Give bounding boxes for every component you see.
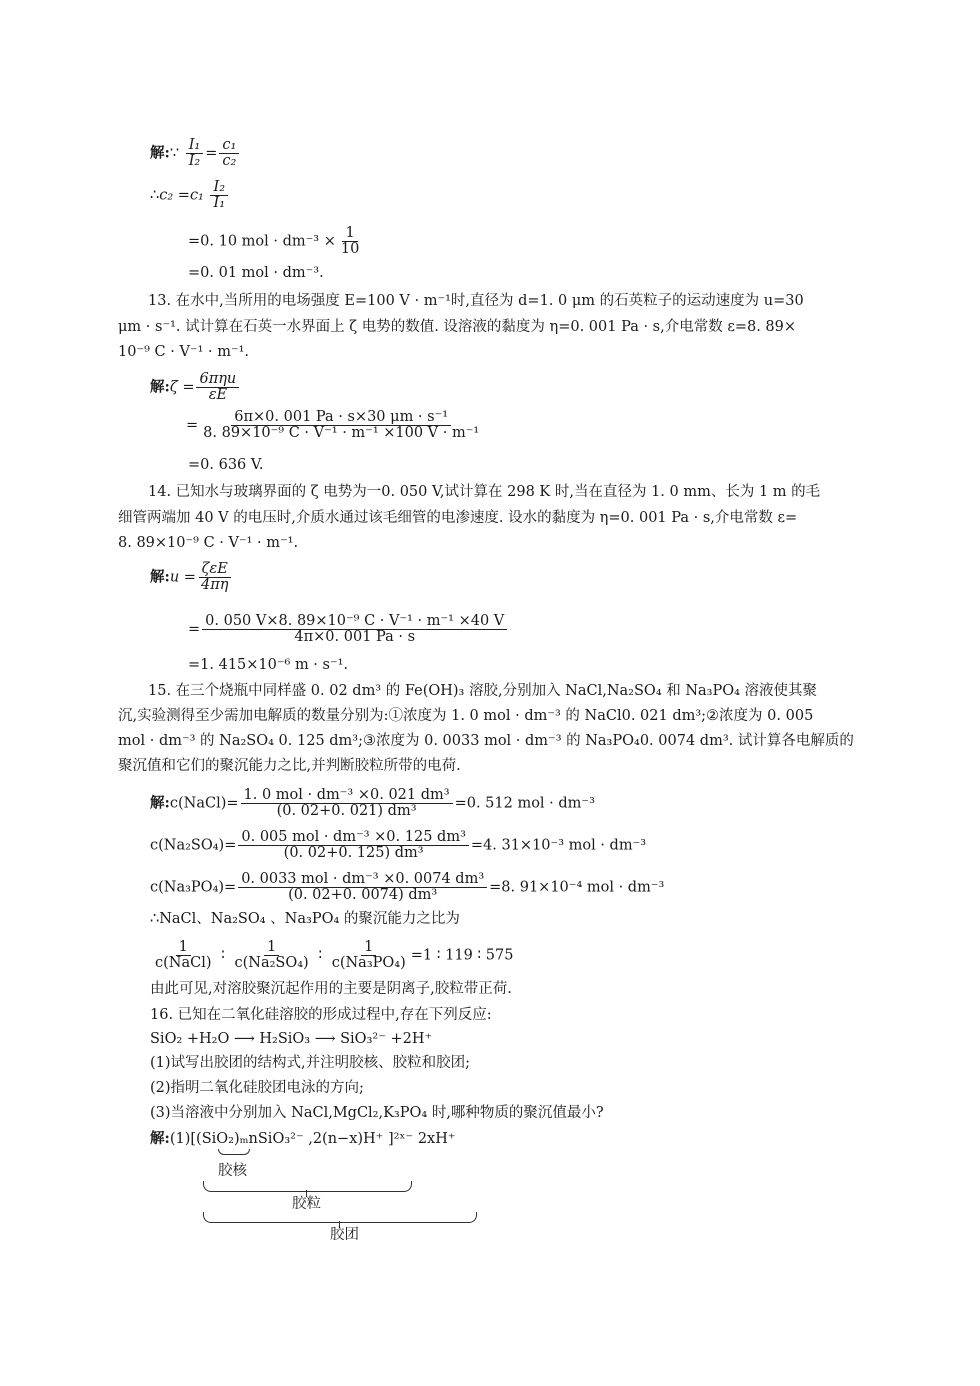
because-symbol: ∵ xyxy=(169,145,180,162)
solution-label: 解: xyxy=(150,144,170,162)
q16-part2: (2)指明二氧化硅胶团电泳的方向; xyxy=(150,1080,364,1096)
q13-calc: = $\frac{\text{6π×0. 001 Pa · s×30 μm · s⁻¹}}{\text{8. 89×10⁻⁹ C · V⁻¹ · m⁻¹ ×100 V · m⁻¹}}$ xyxy=(186,410,484,441)
q12-solution-line1: 解:∵ $\frac{\text{I₁}}{\text{I₂}}$ = $\frac{\text{c₁}}{\text{c₂}}$ xyxy=(150,138,241,169)
q13-result: =0. 636 V. xyxy=(188,457,264,473)
q15-line4: 聚沉值和它们的聚沉能力之比,并判断胶粒所带的电荷. xyxy=(118,758,461,774)
q14-line3: 8. 89×10⁻⁹ C · V⁻¹ · m⁻¹. xyxy=(118,535,299,551)
fraction-i2-i1: $\frac{\text{I₂}}{\text{I₁}}$ xyxy=(210,180,228,211)
solution-label: 解: xyxy=(150,568,170,586)
q12-solution-line2: ∴c₂ =c₁ $\frac{\text{I₂}}{\text{I₁}}$ xyxy=(150,180,230,211)
q16-reaction: SiO₂ +H₂O ⟶ H₂SiO₃ ⟶ SiO₃²⁻ +2H⁺ xyxy=(150,1031,433,1047)
label-core: 胶核 xyxy=(218,1163,247,1179)
q14-title: 14. 已知水与玻璃界面的 ζ 电势为一0. 050 V,试计算在 298 K 时,当在直径为 1. 0 mm、长为 1 m 的毛 xyxy=(148,484,821,500)
q16-solution-formula: 解:(1)[(SiO₂)ₘnSiO₃²⁻ ,2(n−x)H⁺ ]²ˣ⁻ 2xH⁺ xyxy=(150,1130,456,1147)
q14-result: =1. 415×10⁻⁶ m · s⁻¹. xyxy=(188,657,349,673)
q13-line3: 10⁻⁹ C · V⁻¹ · m⁻¹. xyxy=(118,344,250,360)
u-fraction: $\frac{\text{ζεE}}{4\pi\eta}$ xyxy=(198,562,231,593)
q13-formula: 解:ζ = $\frac{\text{6πηu}}{\varepsilon E}$ xyxy=(150,372,241,403)
q16-title: 16. 已知在二氧化硅溶胶的形成过程中,存在下列反应: xyxy=(150,1007,492,1023)
q13-title: 13. 在水中,当所用的电场强度 E=100 V · m⁻¹时,直径为 d=1. 0 μm 的石英粒子的运动速度为 u=30 xyxy=(148,293,804,309)
solution-label: 解: xyxy=(150,378,170,396)
q15-line2: 沉,实验测得至少需加电解质的数量分别为:①浓度为 1. 0 mol · dm⁻³ 的 NaCl0. 021 dm³;②浓度为 0. 005 xyxy=(118,708,814,724)
brace-core xyxy=(218,1149,250,1155)
q13-line2: μm · s⁻¹. 试计算在石英一水界面上 ζ 电势的数值. 设溶液的黏度为 η=0. 001 Pa · s,介电常数 ε=8. 89× xyxy=(118,319,797,335)
q12-step2: =0. 01 mol · dm⁻³. xyxy=(188,265,324,281)
q15-ratio-intro: ∴NaCl、Na₂SO₄ 、Na₃PO₄ 的聚沉能力之比为 xyxy=(150,911,460,927)
q16-part1: (1)试写出胶团的结构式,并注明胶核、胶粒和胶团; xyxy=(150,1055,471,1071)
q15-c-na3po4: c(Na₃PO₄)= $\frac{\text{0. 0033 mol · dm⁻³ ×0. 0074 dm³}}{\text{(0. 02+0. 0074) dm³}}$ =8. 91×10⁻⁴ mol · dm⁻³ xyxy=(150,871,665,903)
q15-ratio: $\frac{1}{\text{c(NaCl)}}$ ∶ $\frac{1}{\text{c(Na₂SO₄)}}$ ∶ $\frac{1}{\text{c(Na₃PO₄)}}$ =1 ∶ 119 ∶ 575 xyxy=(155,939,514,971)
zeta-fraction: $\frac{\text{6πηu}}{\varepsilon E}$ xyxy=(196,372,239,403)
q14-calc: = $\frac{\text{0. 050 V×8. 89×10⁻⁹ C · V⁻¹ · m⁻¹ ×40 V}}{4\pi\times 0. 001 Pa \cdot s}$ xyxy=(188,614,509,645)
q15-c-nacl: 解:c(NaCl)= $\frac{\text{1. 0 mol · dm⁻³ ×0. 021 dm³}}{\text{(0. 02+0. 021) dm³}}$ =0. 512 mol · dm⁻³ xyxy=(150,787,595,819)
therefore-symbol: ∴ xyxy=(150,187,160,204)
fraction-i1-i2: $\frac{\text{I₁}}{\text{I₂}}$ xyxy=(186,138,204,169)
label-particle: 胶粒 xyxy=(292,1196,321,1212)
q15-line3: mol · dm⁻³ 的 Na₂SO₄ 0. 125 dm³;③浓度为 0. 0033 mol · dm⁻³ 的 Na₃PO₄0. 0074 dm³. 试计算各电解质的 xyxy=(118,733,854,749)
label-micelle: 胶团 xyxy=(330,1227,359,1243)
q15-c-na2so4: c(Na₂SO₄)= $\frac{\text{0. 005 mol · dm⁻³ ×0. 125 dm³}}{\text{(0. 02+0. 125) dm³}}$ =4. 31×10⁻³ mol · dm⁻³ xyxy=(150,829,647,861)
q13-calc-fraction: $\frac{\text{6π×0. 001 Pa · s×30 μm · s⁻¹}}{\text{8. 89×10⁻⁹ C · V⁻¹ · m⁻¹ ×100 V · m⁻¹}}$ xyxy=(203,409,480,441)
q16-part3: (3)当溶液中分别加入 NaCl,MgCl₂,K₃PO₄ 时,哪种物质的聚沉值最小? xyxy=(150,1105,604,1121)
brace-micelle xyxy=(203,1212,477,1223)
q14-formula: 解:u = $\frac{\text{ζεE}}{4\pi\eta}$ xyxy=(150,562,233,593)
fraction-c1-c2: $\frac{\text{c₁}}{\text{c₂}}$ xyxy=(219,138,239,169)
q14-line2: 细管两端加 40 V 的电压时,介质水通过该毛细管的电渗速度. 设水的黏度为 η=0. 001 Pa · s,介电常数 ε= xyxy=(118,510,798,526)
q15-title: 15. 在三个烧瓶中同样盛 0. 02 dm³ 的 Fe(OH)₃ 溶胶,分别加入 NaCl,Na₂SO₄ 和 Na₃PO₄ 溶液使其聚 xyxy=(148,683,818,699)
q12-step1: =0. 10 mol · dm⁻³ × $\frac{1}{10}$ xyxy=(188,226,364,257)
q14-calc-fraction: $\frac{\text{0. 050 V×8. 89×10⁻⁹ C · V⁻¹ · m⁻¹ ×40 V}}{4\pi\times 0. 001 Pa \cdot s}$ xyxy=(202,614,507,645)
solution-label: 解: xyxy=(150,794,170,812)
solution-label: 解: xyxy=(150,1130,170,1147)
q15-conclusion: 由此可见,对溶胶聚沉起作用的主要是阴离子,胶粒带正荷. xyxy=(150,981,512,997)
brace-particle xyxy=(203,1181,412,1192)
fraction-one-tenth: $\frac{1}{10}$ xyxy=(340,225,360,257)
